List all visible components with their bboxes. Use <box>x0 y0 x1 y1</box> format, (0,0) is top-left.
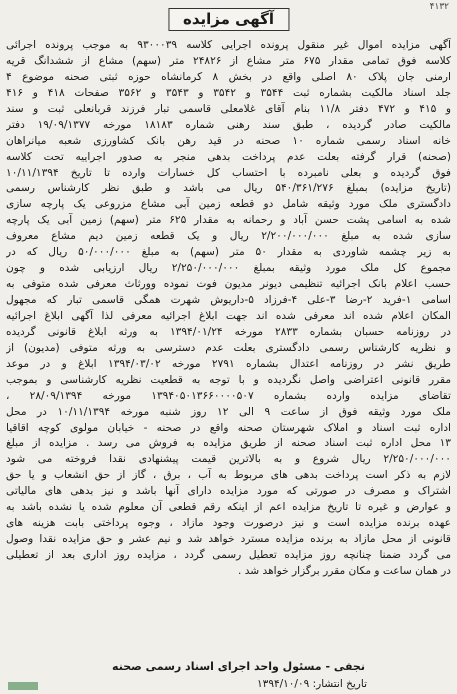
notice-line: دادگستری ملک مورد وثیقه شامل دو قطعه زمین آبی مشاع مزروعی یک پارچه سازی <box>6 198 451 211</box>
notice-line: می گردد ضمنا چنانچه روز مزایده تعطیل رسمی گردد ، مزایده روز اداری بعد از تعطیلی <box>6 549 451 561</box>
notice-line: و عوارض و غیره تا تاریخ مزایده اعم از اینکه رقم قطعی آن معلوم شده یا نشده باشد به <box>6 501 451 514</box>
notice-line: مالکیت صادر گردیده ، طبق سند رهنی شماره ۱۸۱۸۳ مورخه ۱۹/۰۹/۱۳۷۷ دفتر <box>6 118 451 131</box>
notice-line: ۱۳ محل اداره ثبت اسناد صحنه از طریق مزایده به فروش می رسد . مزایده از مبلغ <box>6 437 451 450</box>
notice-line: و ۴۱۵ و ۴۷۲ دفتر ۱۱/۸ بنام آقای غلامعلی قاسمی تبار فرزند قربانعلی ثبت و سند <box>6 102 451 115</box>
notice-line: در روزنامه حسبان بشماره ۲۸۳۳ مورخه ۱۳۹۴/۰۱/۲۴ به ورثه ابلاغ قانونی گردیده <box>6 325 451 338</box>
title-box <box>168 8 289 31</box>
corner-mark <box>8 682 38 690</box>
notice-line: اشتراک و مصرف در صورتی که مورد مزایده دارای آنها باشد و نیز بدهی های مالیاتی <box>6 485 451 498</box>
page-number: ۴۱۳۲ <box>429 2 449 12</box>
notice-line: جلد اسناد مالکیت بشماره ثبت ۳۵۴۴ و ۳۵۴۲ و ۳۵۴۳ و ۳۵۶۲ صفحات ۴۱۸ و ۴۱۶ <box>6 86 451 99</box>
notice-line: ارمنی جان پلاک ۸۰ اصلی واقع در بخش ۸ کرمانشاه حوزه ثبتی صحنه موضوع ۴ <box>6 70 451 83</box>
notice-line: ۲/۲۵۰/۰۰۰/۰۰۰ ریال شروع و به بالاترین قیمت پیشنهادی نقدا فروخته می شود <box>6 453 451 466</box>
notice-line: ملک مورد وثیقه فوق از ساعت ۹ الی ۱۲ روز شنبه مورخه ۱۰/۱۱/۱۳۹۴ در محل <box>6 405 451 418</box>
notice-line: شده به اسامی پشت حسن آباد و رحمانه به مقدار ۶۲۵ متر (سهم) زمین آبی یک پارچه <box>6 214 451 227</box>
notice-line: و نظریه کارشناس رسمی دادگستری بعلت عدم دسترسی به ورثه متوفی (مدیون) از <box>6 341 451 354</box>
notice-line: (تاریخ مزایده) بمبلغ ۵۴۰/۳۶۱/۲۷۶ ریال می باشد و طبق نظر کارشناس رسمی <box>6 182 451 195</box>
notice-line: حسب اعلام بانک اجرائیه تنظیمی دیونر مدیون فوت نموده وورثاث معرفی شده متوفی به <box>6 278 451 291</box>
notice-line: طریق نشر در روزنامه اعتدال بشماره ۲۷۹۱ مورخه ۱۳۹۴/۰۳/۰۲ ابلاغ و در موعد <box>6 357 451 370</box>
notice-line: مقرر قانونی اعتراضی واصل نگردیده و با توجه به قطعیت نظریه کارشناسی و بموجب <box>6 373 451 386</box>
notice-line: لازم به ذکر است پرداخت بدهی های مربوط به آب ، برق ، گاز از حق انشعاب و یا حق <box>6 469 451 482</box>
notice-line: آگهی مزایده اموال غیر منقول پرونده اجرایی کلاسه ۹۳۰۰۰۳۹ به موجب پرونده اجرائی <box>6 39 451 51</box>
page-title: آگهی مزایده <box>182 10 275 28</box>
notice-line: تقاضای مزایده وارده بشماره ۱۳۹۴۰۵۰۱۳۶۶۰۰۰۰۵۰۷ مورخه ۲۸/۰۹/۱۳۹۴ ، <box>6 389 451 402</box>
notice-line: اسامی ۱-فرید ۲-رضا ۳-علی ۴-فرزاد ۵-داریوش شهرت همگی قاسمی تبار که مجهول <box>6 294 451 306</box>
notice-line: مجموع کل ملک مورد وثیقه بمبلغ ۲/۲۵۰/۰۰۰/۰۰۰ ریال ارزیابی شده و چون <box>6 262 451 275</box>
notice-line: عهده برنده مزایده است و نیز درصورت وجود مازاد ، وجوه پرداختی بابت هزینه های <box>6 517 451 530</box>
signature: نجفی - مسئول واحد اجرای اسناد رسمی صحنه <box>112 660 365 673</box>
notice-line: در همان ساعت و مکان مقرر برگزار خواهد شد . <box>238 564 451 577</box>
notice-body <box>6 38 451 656</box>
notice-line: قانونی از محل مازاد به برنده مزایده مسترد خواهد شد و نیم عشر و حق مزایده نقدا وصول <box>6 533 451 546</box>
notice-line: به زیر چشمه شاوردی به مقدار ۵۰ متر (سهم) به مبلغ ۵۰/۰۰۰/۰۰۰ ریال که در <box>6 246 451 259</box>
notice-line: اداره ثبت اسناد و املاک شهرستان صحنه واقع در صحنه - خیابان مولوی کوچه اقاقیا <box>6 421 451 434</box>
notice-line: فوق گردیده و بعلی نامبرده با احتساب کل خسارات وارده تا تاریخ ۱۰/۱۱/۱۳۹۴ <box>6 166 451 179</box>
publish-date: تاریخ انتشار: ۱۳۹۴/۱۰/۰۹ <box>257 678 367 690</box>
notice-line: خانه اسناد رسمی شماره ۱۰ صحنه در قید رهن بانک کشاورزی شعبه میانراهان <box>6 134 451 147</box>
notice-line: (صحنه) قرار گرفته بعلت عدم پرداخت بدهی منجر به صدور اجراییه تحت کلاسه <box>6 150 451 163</box>
notice-line: المکان اعلام شده اند معرفی شده اند جهت ابلاغ اجرائیه معرفی لذا آگهی ابلاغ اجرائیه <box>6 309 451 322</box>
notice-line: سازی شده به مبلغ ۲/۲۰۰/۰۰۰/۰۰۰ ریال و یک قطعه زمین دیم مشاع معروف <box>6 230 451 243</box>
notice-line: کلاسه فوق تمامی مقدار ۶۷۵ متر مشاع از ۲۴۸۲۶ متر (سهم) مشاع از ششدانگ قریه <box>6 54 451 67</box>
